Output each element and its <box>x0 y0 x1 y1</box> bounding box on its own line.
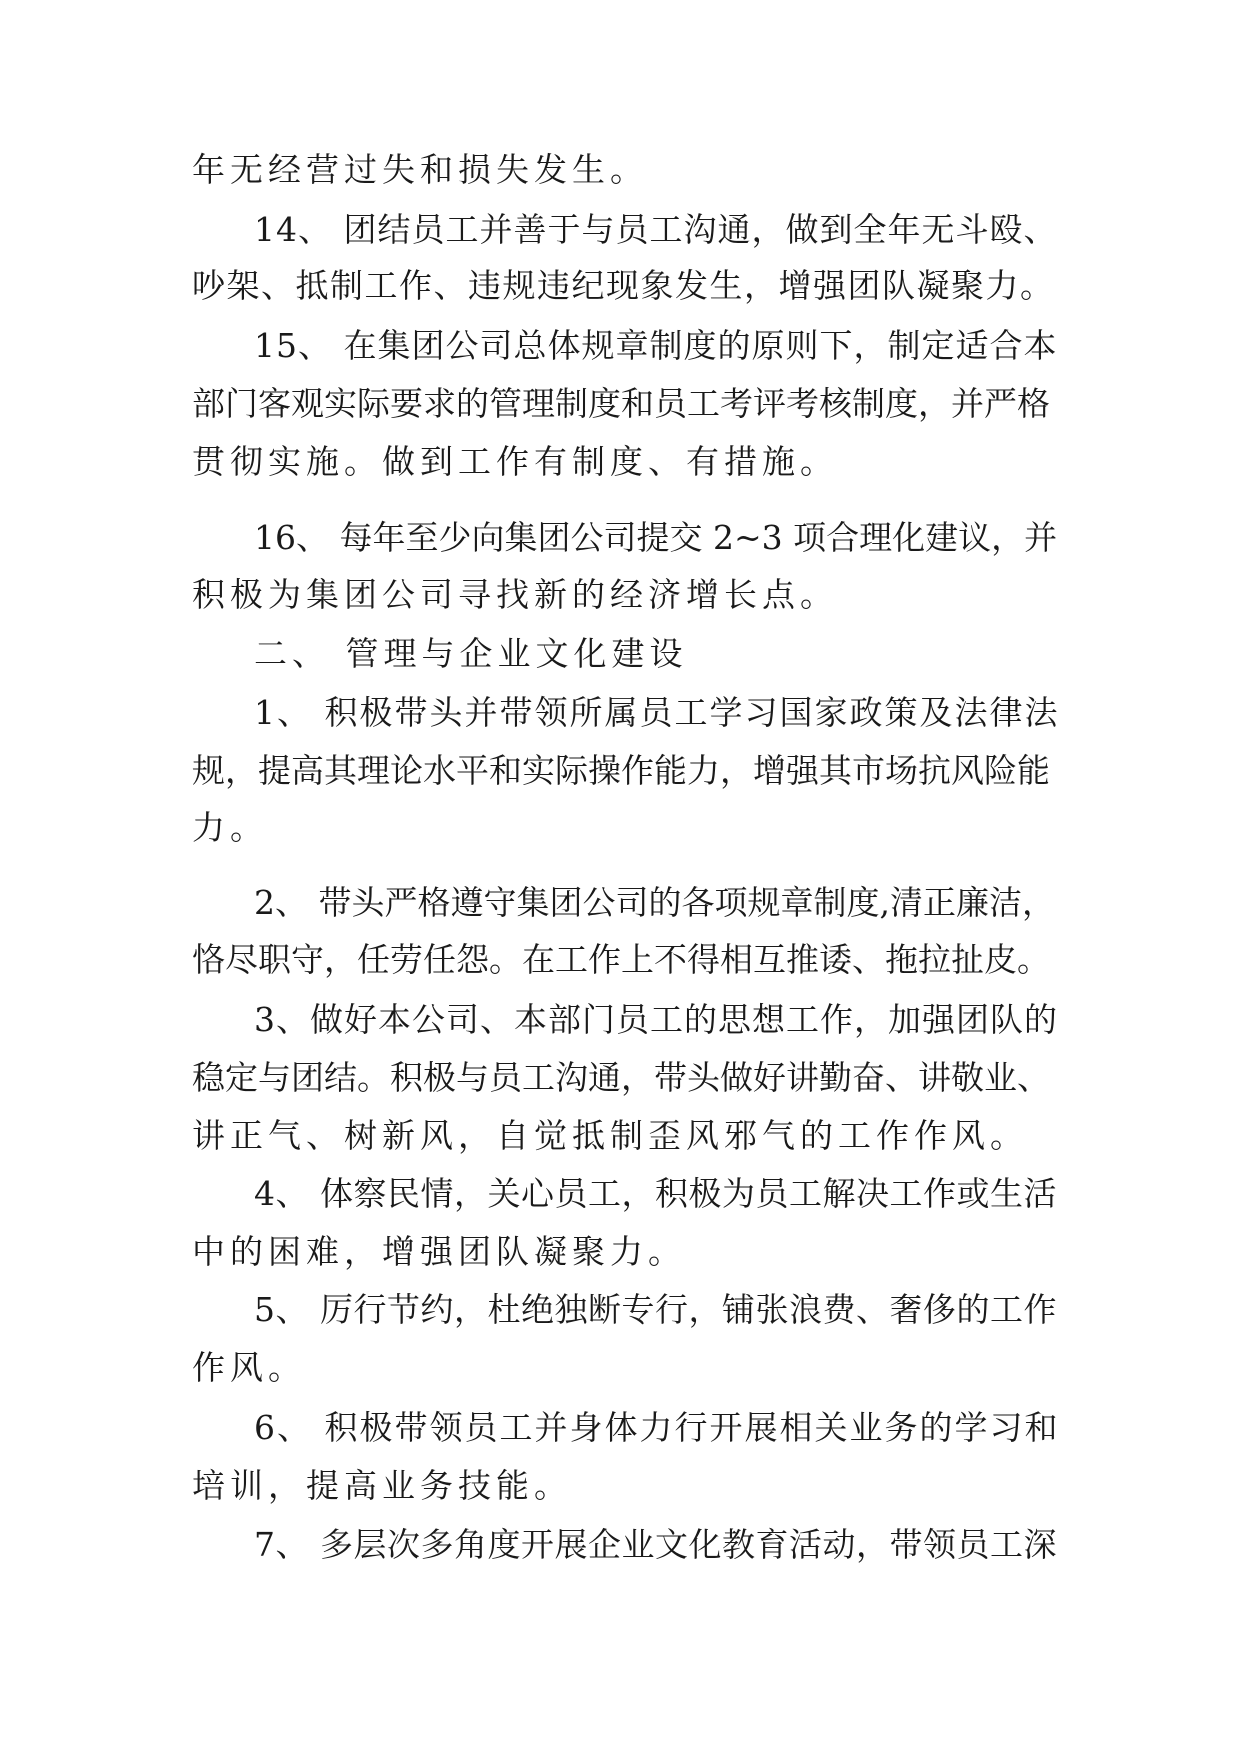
text-line: 力。 <box>192 808 268 847</box>
text-line: 贯彻实施。做到工作有制度、有措施。 <box>192 442 838 481</box>
text-line: 吵架、抵制工作、违规违纪现象发生，增强团队凝聚力。 <box>192 266 1055 305</box>
text-line: 恪尽职守，任劳任怨。在工作上不得相互推诿、拖拉扯皮。 <box>192 940 1050 979</box>
text-line: 作风。 <box>192 1348 306 1387</box>
text-line: 年无经营过失和损失发生。 <box>192 150 648 189</box>
text-line: 5、 厉行节约，杜绝独断专行，铺张浪费、奢侈的工作 <box>254 1290 1057 1329</box>
text-line: 3、做好本公司、本部门员工的思想工作，加强团队的 <box>254 1000 1058 1039</box>
text-line: 部门客观实际要求的管理制度和员工考评考核制度，并严格 <box>192 384 1050 423</box>
text-line: 中的困难，增强团队凝聚力。 <box>192 1232 686 1271</box>
text-line: 4、 体察民情，关心员工，积极为员工解决工作或生活 <box>254 1174 1057 1213</box>
text-line: 稳定与团结。积极与员工沟通，带头做好讲勤奋、讲敬业、 <box>192 1058 1050 1097</box>
text-line: 1、 积极带头并带领所属员工学习国家政策及法律法 <box>254 693 1060 732</box>
text-line: 15、 在集团公司总体规章制度的原则下，制定适合本 <box>254 326 1058 365</box>
text-line: 7、 多层次多角度开展企业文化教育活动，带领员工深 <box>254 1525 1057 1564</box>
text-line: 讲正气、树新风，自觉抵制歪风邪气的工作作风。 <box>192 1116 1028 1155</box>
text-line: 6、 积极带领员工并身体力行开展相关业务的学习和 <box>254 1408 1060 1447</box>
text-line: 14、 团结员工并善于与员工沟通，做到全年无斗殴、 <box>254 210 1058 249</box>
text-line: 16、 每年至少向集团公司提交 2~3 项合理化建议，并 <box>254 518 1058 557</box>
text-line: 培训，提高业务技能。 <box>192 1466 572 1505</box>
text-line: 2、 带头严格遵守集团公司的各项规章制度,清正廉洁， <box>254 883 1055 922</box>
text-line: 规，提高其理论水平和实际操作能力，增强其市场抗风险能 <box>192 751 1050 790</box>
text-line: 积极为集团公司寻找新的经济增长点。 <box>192 575 838 614</box>
section-heading: 二、 管理与企业文化建设 <box>254 634 688 673</box>
